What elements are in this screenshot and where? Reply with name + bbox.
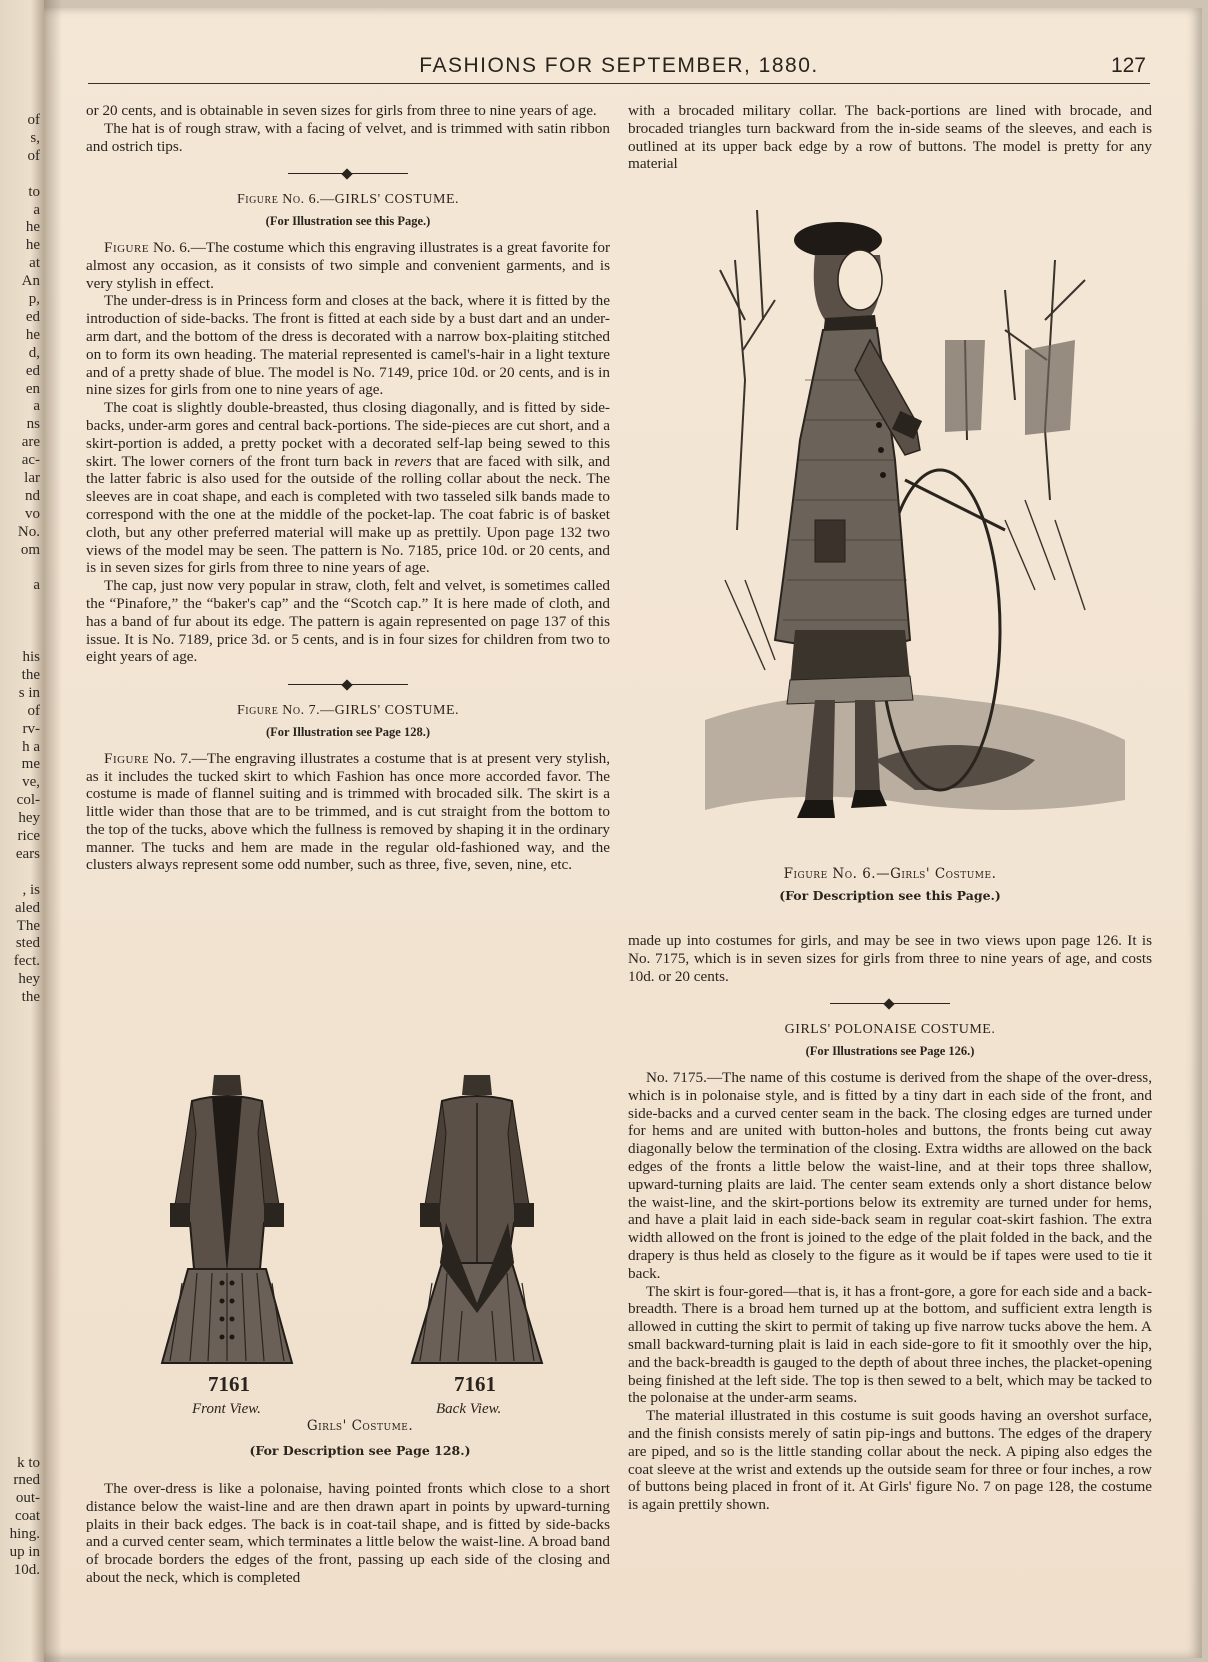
prev-page-fragment: nd xyxy=(25,487,40,504)
previous-page-edge xyxy=(0,0,44,1662)
front-view-illustration xyxy=(152,1073,302,1373)
prev-page-fragment: the xyxy=(21,989,40,1006)
prev-page-fragment: hey xyxy=(18,971,40,988)
prev-page-fragment: of xyxy=(27,702,40,719)
prev-page-fragment: he xyxy=(25,326,40,343)
prev-page-fragment: coat xyxy=(15,1508,40,1525)
prev-page-fragment: to xyxy=(28,183,40,200)
figure-6-illustration xyxy=(705,200,1125,860)
prev-page-fragment: d, xyxy=(28,344,40,361)
running-head xyxy=(88,50,1150,84)
section-divider xyxy=(288,169,408,179)
prev-page-fragment: at xyxy=(29,255,40,272)
gutter-shadow xyxy=(44,0,62,1662)
after-figure-paragraph: made up into costumes for girls, and may be see in two views upon page 126. It is No. 7175, which is in seven sizes for girls from three to nine years of age, and costs 10d. or 20 cents. xyxy=(628,932,1152,985)
fig6-paragraph-1: Figure No. 6.—The costume which this engraving illustrates is a great favorite for almost any occasion, as it consists of two simple and convenient garments, and is very stylish in effect. xyxy=(86,238,610,292)
page-number: 127 xyxy=(1110,54,1146,77)
left-column-closing xyxy=(86,1480,610,1587)
prev-page-fragment: 10d. xyxy=(13,1561,40,1578)
prev-page-fragment: sted xyxy=(15,935,40,952)
polonaise-paragraph-1: No. 7175.—The name of this costume is derived from the shape of the over-dress, which is in polonaise style, and is fitted by a tiny dart in each side of the front, and side-backs and a curved center seam in the back. The closing edges are turned under for hems and are united with button-holes and buttons, the fronts being cut away diagonally below the termination of the closing. Extra widths are allowed on the back edges of the fronts a little below the waist-line, and at their tops three shallow, upward-turning plaits are laid. The center seam extends only a short distance below the waist-line, and the skirt-portions below its extremity are turned under for hems, and have a plait laid in each side-back seam in regular coat-skirt fashion. The extra width allowed on the front is joined to the edge of the plait folded in the back, and the drapery is thus held as closely to the figure as it would be if tapes were used to tie it back. xyxy=(628,1068,1152,1282)
prev-page-fragment: his xyxy=(22,649,40,665)
prev-page-fragment: of xyxy=(27,147,40,164)
prev-page-fragment: fect. xyxy=(13,953,40,970)
prev-page-fragment: p, xyxy=(28,291,40,307)
fig7-heading: Figure No. 7.—GIRLS' COSTUME. xyxy=(236,703,460,719)
figure-6-caption: Figure No. 6.—Girls' Costume. xyxy=(783,866,997,882)
prev-page-fragment: the xyxy=(21,666,40,683)
prev-page-fragment: s, xyxy=(30,129,40,146)
prev-page-fragment: h a xyxy=(22,738,40,755)
prev-page-fragment: rv- xyxy=(22,720,40,737)
fig6-paragraph-2: The under-dress is in Princess form and closes at the back, where it is fitted by the introduction of side-backs. The front is fitted at each side by a bust dart and an under-arm dart, and the bottom of the dress is decorated with a narrow box-plaiting stitched on to form its own heading. The material represented is camel's-hair in a light texture and of a pretty shade of blue. The model is No. 7149, price 10d. or 20 cents, and is in nine sizes for girls from one to nine years of age. xyxy=(86,292,610,399)
section-divider xyxy=(830,999,950,1009)
prev-page-fragment: vo xyxy=(25,505,40,522)
overdress-paragraph: The over-dress is like a polonaise, having pointed fronts which close to a short distance below the waist-line and are then drawn apart in points by upward-turning plaits in their back edges. The back is in coat-tail shape, and is fitted by side-backs and a curved center seam, which terminates a little below the waist-line. A broad band of brocade borders the edges of the front, passing up each side of the closing and about the neck, which is completed xyxy=(86,1480,610,1586)
prev-page-fragment: he xyxy=(25,237,40,254)
prev-page-fragment: k to xyxy=(17,1454,40,1471)
back-view-label: Back View. xyxy=(436,1401,502,1417)
hat-paragraph: The hat is of rough straw, with a facing of velvet, and is trimmed with satin ribbon and ostrich tips. xyxy=(86,119,610,155)
prev-page-fragment: of xyxy=(27,112,40,128)
left-column xyxy=(86,102,610,874)
prev-page-fragment: lar xyxy=(24,470,40,486)
prev-page-fragment: rice xyxy=(17,828,40,844)
prev-page-fragment: col- xyxy=(16,792,40,809)
prev-page-fragment: he xyxy=(25,219,40,236)
fig6-paragraph-3: The coat is slightly double-breasted, thus closing diagonally, and is fitted by side-backs, under-arm gores and central back-portions. The side-pieces are cut short, and a skirt-portion is added, a pretty pocket with a decorated self-lap being sewed to this skirt. The lower corners of the front turn back in revers that are faced with silk, and the latter fabric is also used for the outside of the rolling collar about the neck. The sleeves are in coat shape, and each is completed with two tasseled silk bands made to correspond with the one at the middle of the pocket-lap. The coat fabric is of basket cloth, but any other preferred material will make up as prettily. Upon page 132 two views of the model may be seen. The pattern is No. 7185, price 10d. or 20 cents, and is in seven sizes for girls from three to nine years of age. xyxy=(86,399,610,577)
polonaise-heading: GIRLS' POLONAISE COSTUME. xyxy=(784,1022,996,1038)
prev-page-fragment: up in xyxy=(9,1544,40,1560)
prev-page-fragment: om xyxy=(20,541,40,558)
running-title: FASHIONS FOR SEPTEMBER, 1880. xyxy=(419,54,819,77)
prev-page-fragment: ns xyxy=(26,416,40,433)
prev-page-fragment: ed xyxy=(25,362,40,379)
front-view-number: 7161 xyxy=(208,1372,250,1396)
polonaise-subheading: (For Illustrations see Page 126.) xyxy=(805,1044,975,1059)
fig7-subheading: (For Illustration see Page 128.) xyxy=(266,724,430,739)
figure-6-caption-block xyxy=(628,866,1152,903)
prev-page-fragment: ac- xyxy=(21,452,40,469)
prev-page-fragment: me xyxy=(21,756,40,773)
figure-6-caption-sub: (For Description see this Page.) xyxy=(779,888,1001,903)
back-view-number: 7161 xyxy=(454,1372,496,1396)
prev-page-fragment: en xyxy=(25,380,40,397)
prev-page-fragment: s in xyxy=(18,684,40,701)
intro-paragraph: or 20 cents, and is obtainable in seven sizes for girls from three to nine years of age. xyxy=(86,102,597,119)
prev-page-fragment: hing. xyxy=(9,1526,40,1543)
polonaise-paragraph-3: The material illustrated in this costume is suit goods having an overshot surface, and the finish consists merely of satin pip-ings and buttons. The edges of the drapery are piped, and so is the little standing collar about the neck. A piping also edges the coat sleeve at the wrist and extends up the outside seam for three or four inches, a row of buttons being placed in front of it. At Girls' figure No. 7 on page 128, the costume is again prettily shown. xyxy=(628,1407,1152,1514)
back-view-illustration xyxy=(402,1073,552,1373)
prev-page-fragment: , is xyxy=(22,881,40,898)
prev-page-fragment: An xyxy=(21,273,40,290)
prev-page-fragment: The xyxy=(16,917,40,934)
prev-page-fragment: a xyxy=(33,201,40,218)
right-column-body xyxy=(628,932,1152,1514)
fig6-subheading: (For Illustration see this Page.) xyxy=(265,214,431,229)
fig6-heading: Figure No. 6.—GIRLS' COSTUME. xyxy=(236,192,460,208)
prev-page-fragment: aled xyxy=(15,899,40,916)
figure-7161-caption: Girls' Costume. xyxy=(306,1418,414,1434)
polonaise-paragraph-2: The skirt is four-gored—that is, it has a front-gore, a gore for each side and a back-breadth. There is a broad hem turned up at the bottom, and sufficient extra length is allowed in cutting the skirt to permit of taking up five narrow tucks above the hem. A small backward-turning plait is laid in each side-gore to fit it smoothly over the hip, and the back-breadth is gauged to the depth of about three inches, the placket-opening being finished at the left side. The top is then sewed to a belt, which may be tacked to the polonaise at the under-arm seams. xyxy=(628,1282,1152,1407)
fig7-paragraph: Figure No. 7.—The engraving illustrates a costume that is at present very stylish, as it includes the tucked skirt to which Fashion has once more accorded favor. The costume is made of flannel suiting and is trimmed with brocaded silk. The skirt is a little wider than those that are to be trimmed, and is cut straight from the bottom to the top of the tucks, above which the fullness is removed by shaping it in the ordinary manner. The tucks and hem are made in the regular old-fashioned way, and the clusters always represent some odd number, such as three, five, seven, nine, etc. xyxy=(86,749,610,874)
prev-page-fragment: No. xyxy=(17,523,40,540)
figure-7161-caption-sub: (For Description see Page 128.) xyxy=(249,1443,471,1458)
prev-page-fragment: ed xyxy=(25,308,40,325)
prev-page-fragment: are xyxy=(21,434,40,451)
prev-page-fragment: out- xyxy=(15,1490,40,1507)
figure-7161 xyxy=(140,1065,580,1465)
prev-page-fragment: a xyxy=(33,398,40,415)
prev-page-fragment: ve, xyxy=(22,774,40,791)
right-column-intro xyxy=(628,102,1152,173)
prev-page-fragment: rned xyxy=(13,1472,40,1489)
fig6-paragraph-4: The cap, just now very popular in straw, cloth, felt and velvet, is sometimes called the “Pinafore,” the “baker's cap” and the “Scotch cap.” It is here made of cloth, and has a band of fur about its edge. The pattern is again represented on page 137 of this issue. It is No. 7189, price 3d. or 5 cents, and is in four sizes for children from two to eight years of age. xyxy=(86,577,610,666)
prev-page-fragment: ears xyxy=(15,845,40,862)
section-divider xyxy=(288,680,408,690)
right-intro-paragraph: with a brocaded military collar. The back-portions are lined with brocade, and brocaded triangles turn backward from the in-side seams of the sleeves, and each is outlined at its upper back edge by a row of buttons. The model is pretty for any material xyxy=(628,102,1152,173)
prev-page-fragment: hey xyxy=(18,810,40,827)
front-view-label: Front View. xyxy=(192,1401,261,1417)
prev-page-fragment: a xyxy=(33,577,40,594)
